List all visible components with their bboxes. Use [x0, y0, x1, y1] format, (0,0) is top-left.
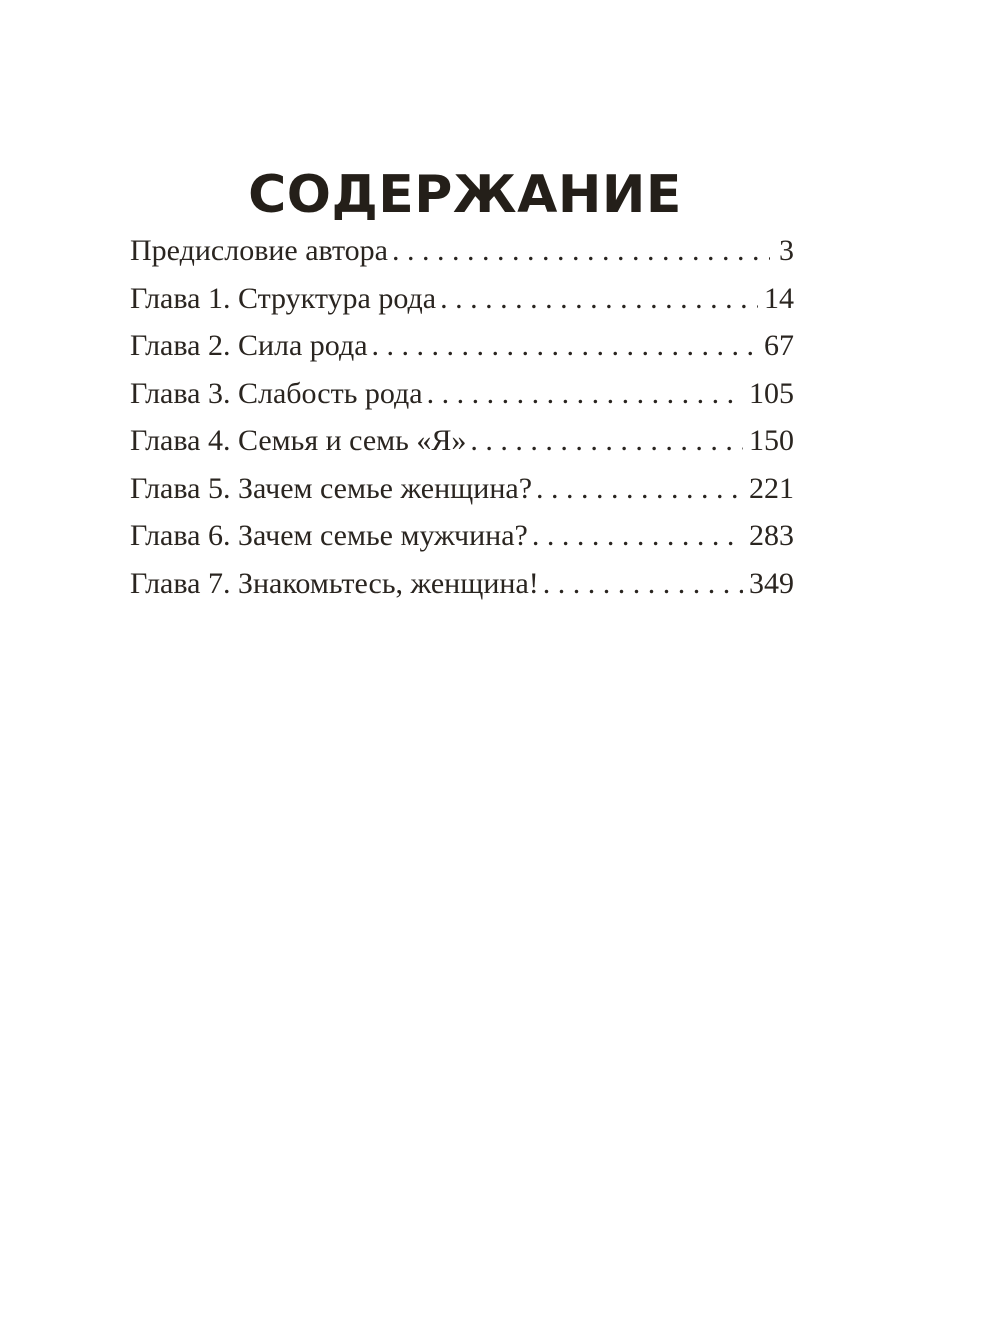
toc-entry-page-number: 150: [749, 424, 794, 457]
dot-leader: [372, 322, 758, 370]
toc-entry-page-number: 67: [764, 329, 794, 362]
dot-leader: [470, 417, 743, 465]
toc-entry-page-number: 14: [764, 281, 794, 315]
toc-entry-label: Глава 7. Знакомьтесь, женщина!: [130, 566, 539, 600]
toc-entry-label: Глава 1. Структура рода: [130, 281, 437, 315]
dot-leader: [543, 560, 743, 608]
toc-entry-label: Предисловие автора: [130, 234, 388, 267]
toc-entry-label: Глава 5. Зачем семье женщина?: [130, 471, 533, 505]
toc-entry-page-number: 105: [749, 376, 794, 410]
toc-entry-chapter-1[interactable]: [130, 275, 794, 323]
toc-entry-chapter-3[interactable]: [130, 370, 794, 418]
toc-entry-label: Глава 2. Сила рода: [130, 329, 368, 362]
dot-leader: [440, 275, 758, 323]
toc-entry-chapter-5[interactable]: [130, 465, 794, 513]
toc-entry-chapter-4[interactable]: [130, 417, 794, 465]
toc-entry-label: Глава 6. Зачем семье мужчина?: [130, 519, 528, 552]
page-title: СОДЕРЖАНИЕ: [248, 164, 682, 225]
toc-entry-page-number: 283: [749, 519, 794, 552]
toc-entry-label: Глава 4. Семья и семь «Я»: [130, 424, 467, 457]
dot-leader: [532, 512, 743, 560]
toc-entry-page-number: 3: [779, 234, 794, 267]
toc-entry-page-number: 349: [749, 566, 794, 600]
toc-entry-page-number: 221: [749, 471, 794, 505]
dot-leader: [536, 465, 743, 513]
table-of-contents: [130, 227, 794, 607]
dot-leader: [392, 227, 770, 275]
toc-entry-label: Глава 3. Слабость рода: [130, 376, 423, 410]
toc-entry-chapter-2[interactable]: [130, 322, 794, 370]
toc-entry-chapter-6[interactable]: [130, 512, 794, 560]
dot-leader: [427, 370, 743, 418]
toc-entry-chapter-7[interactable]: [130, 560, 794, 608]
toc-entry-preface[interactable]: [130, 227, 794, 275]
